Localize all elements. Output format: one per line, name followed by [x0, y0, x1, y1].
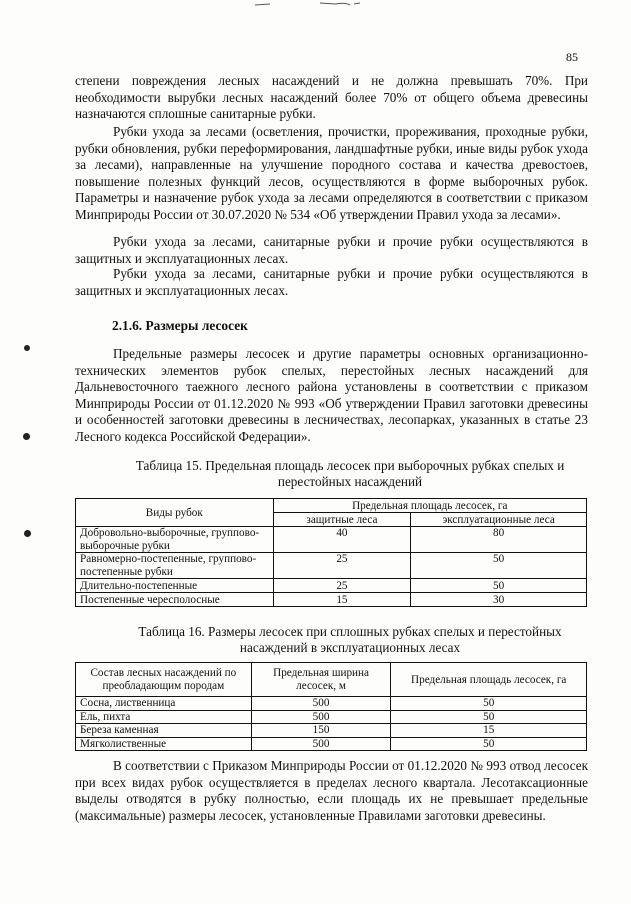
row-label: Добровольно-выборочные, группово-выборочные рубки	[76, 527, 274, 553]
table-row	[76, 724, 587, 738]
scan-artifact	[250, 0, 370, 8]
paragraph: Рубки ухода за лесами (осветления, прочистки, прореживания, проходные рубки, рубки обновления, рубки переформирования, ландшафтные рубки, иные виды рубок ухода за лесами), направленные на улучшение породного состава и качества древостоев, повышение полезных функций лесов, осуществляются в форме выборочных рубок. Параметры и назначение рубок ухода за лесами определяются в соответствии с приказом Минприроды России от 30.07.2020 № 534 «Об утверждении Правил ухода за лесами».	[75, 124, 588, 222]
cell-protective: 25	[273, 579, 411, 593]
table-16-header-area: Предельная площадь лесосек, га	[391, 663, 587, 697]
paragraph: Предельные размеры лесосек и другие параметры основных организационно-технических элементов рубок спелых, перестойных лесных насаждений для Дальневосточного таежного лесного района установлены в соответствии с приказом Минприроды России от 01.12.2020 № 993 «Об утверждении Правил заготовки древесины и особенностей заготовки древесины в лесничествах, лесопарках, указанных в статье 23 Лесного кодекса Российской Федерации».	[75, 346, 588, 444]
table-15-caption: Таблица 15. Предельная площадь лесосек при выборочных рубках спелых и перестойных насаждений	[135, 458, 565, 489]
cell-protective: 25	[273, 553, 411, 579]
table-16	[75, 662, 587, 751]
table-16-header-composition: Состав лесных насаждений по преобладающим породам	[76, 663, 252, 697]
binder-hole-mark	[23, 433, 30, 440]
row-label: Равномерно-постепенные, группово-постепенные рубки	[76, 553, 274, 579]
cell-operational: 50	[411, 579, 587, 593]
cell-operational: 80	[411, 527, 587, 553]
cell-operational: 30	[411, 593, 587, 607]
cell-area: 50	[391, 737, 587, 751]
table-row	[76, 579, 587, 593]
table-row	[76, 737, 587, 751]
table-15-header-protective: защитные леса	[273, 513, 411, 527]
table-15	[75, 498, 587, 607]
cell-operational: 50	[411, 553, 587, 579]
row-label: Длительно-постепенные	[76, 579, 274, 593]
row-label: Сосна, лиственница	[76, 697, 252, 711]
cell-width: 500	[251, 697, 391, 711]
table-row	[76, 553, 587, 579]
table-row	[76, 697, 587, 711]
cell-width: 500	[251, 737, 391, 751]
table-row	[76, 527, 587, 553]
row-label: Ель, пихта	[76, 710, 252, 724]
row-label: Мягколиственные	[76, 737, 252, 751]
cell-area: 50	[391, 697, 587, 711]
paragraph: Рубки ухода за лесами, санитарные рубки и прочие рубки осуществляются в защитных и эксплуатационных лесах.	[75, 266, 588, 298]
table-15-header-group: Предельная площадь лесосек, га	[273, 499, 586, 513]
cell-protective: 40	[273, 527, 411, 553]
table-16-header-width: Предельная ширина лесосек, м	[251, 663, 391, 697]
cell-area: 15	[391, 724, 587, 738]
row-label: Постепенные чересполосные	[76, 593, 274, 607]
cell-width: 150	[251, 724, 391, 738]
binder-hole-mark	[24, 345, 30, 351]
table-row	[76, 710, 587, 724]
table-row	[76, 593, 587, 607]
paragraph: степени повреждения лесных насаждений и не должна превышать 70%. При необходимости вырубки лесных насаждений более 70% от общего объема древесины назначаются сплошные санитарные рубки.	[75, 73, 588, 122]
cell-width: 500	[251, 710, 391, 724]
page-number: 85	[566, 50, 578, 64]
table-15-header-type: Виды рубок	[76, 499, 274, 527]
cell-area: 50	[391, 710, 587, 724]
table-16-caption: Таблица 16. Размеры лесосек при сплошных рубках спелых и перестойных насаждений в эксплуатационных лесах	[138, 624, 562, 655]
table-15-header-operational: эксплуатационные леса	[411, 513, 587, 527]
cell-protective: 15	[273, 593, 411, 607]
section-heading: 2.1.6. Размеры лесосек	[112, 318, 248, 333]
paragraph: Рубки ухода за лесами, санитарные рубки и прочие рубки осуществляются в защитных и эксплуатационных лесах.	[75, 234, 588, 266]
row-label: Береза каменная	[76, 724, 252, 738]
binder-hole-mark	[24, 530, 31, 537]
paragraph: В соответствии с Приказом Минприроды России от 01.12.2020 № 993 отвод лесосек при всех видах рубок осуществляется в пределах лесного квартала. Лесотаксационные выделы отводятся в рубку полностью, если площадь их не превышает предельные (максимальные) размеры лесосек, установленные Правилами заготовки древесины.	[75, 758, 588, 823]
